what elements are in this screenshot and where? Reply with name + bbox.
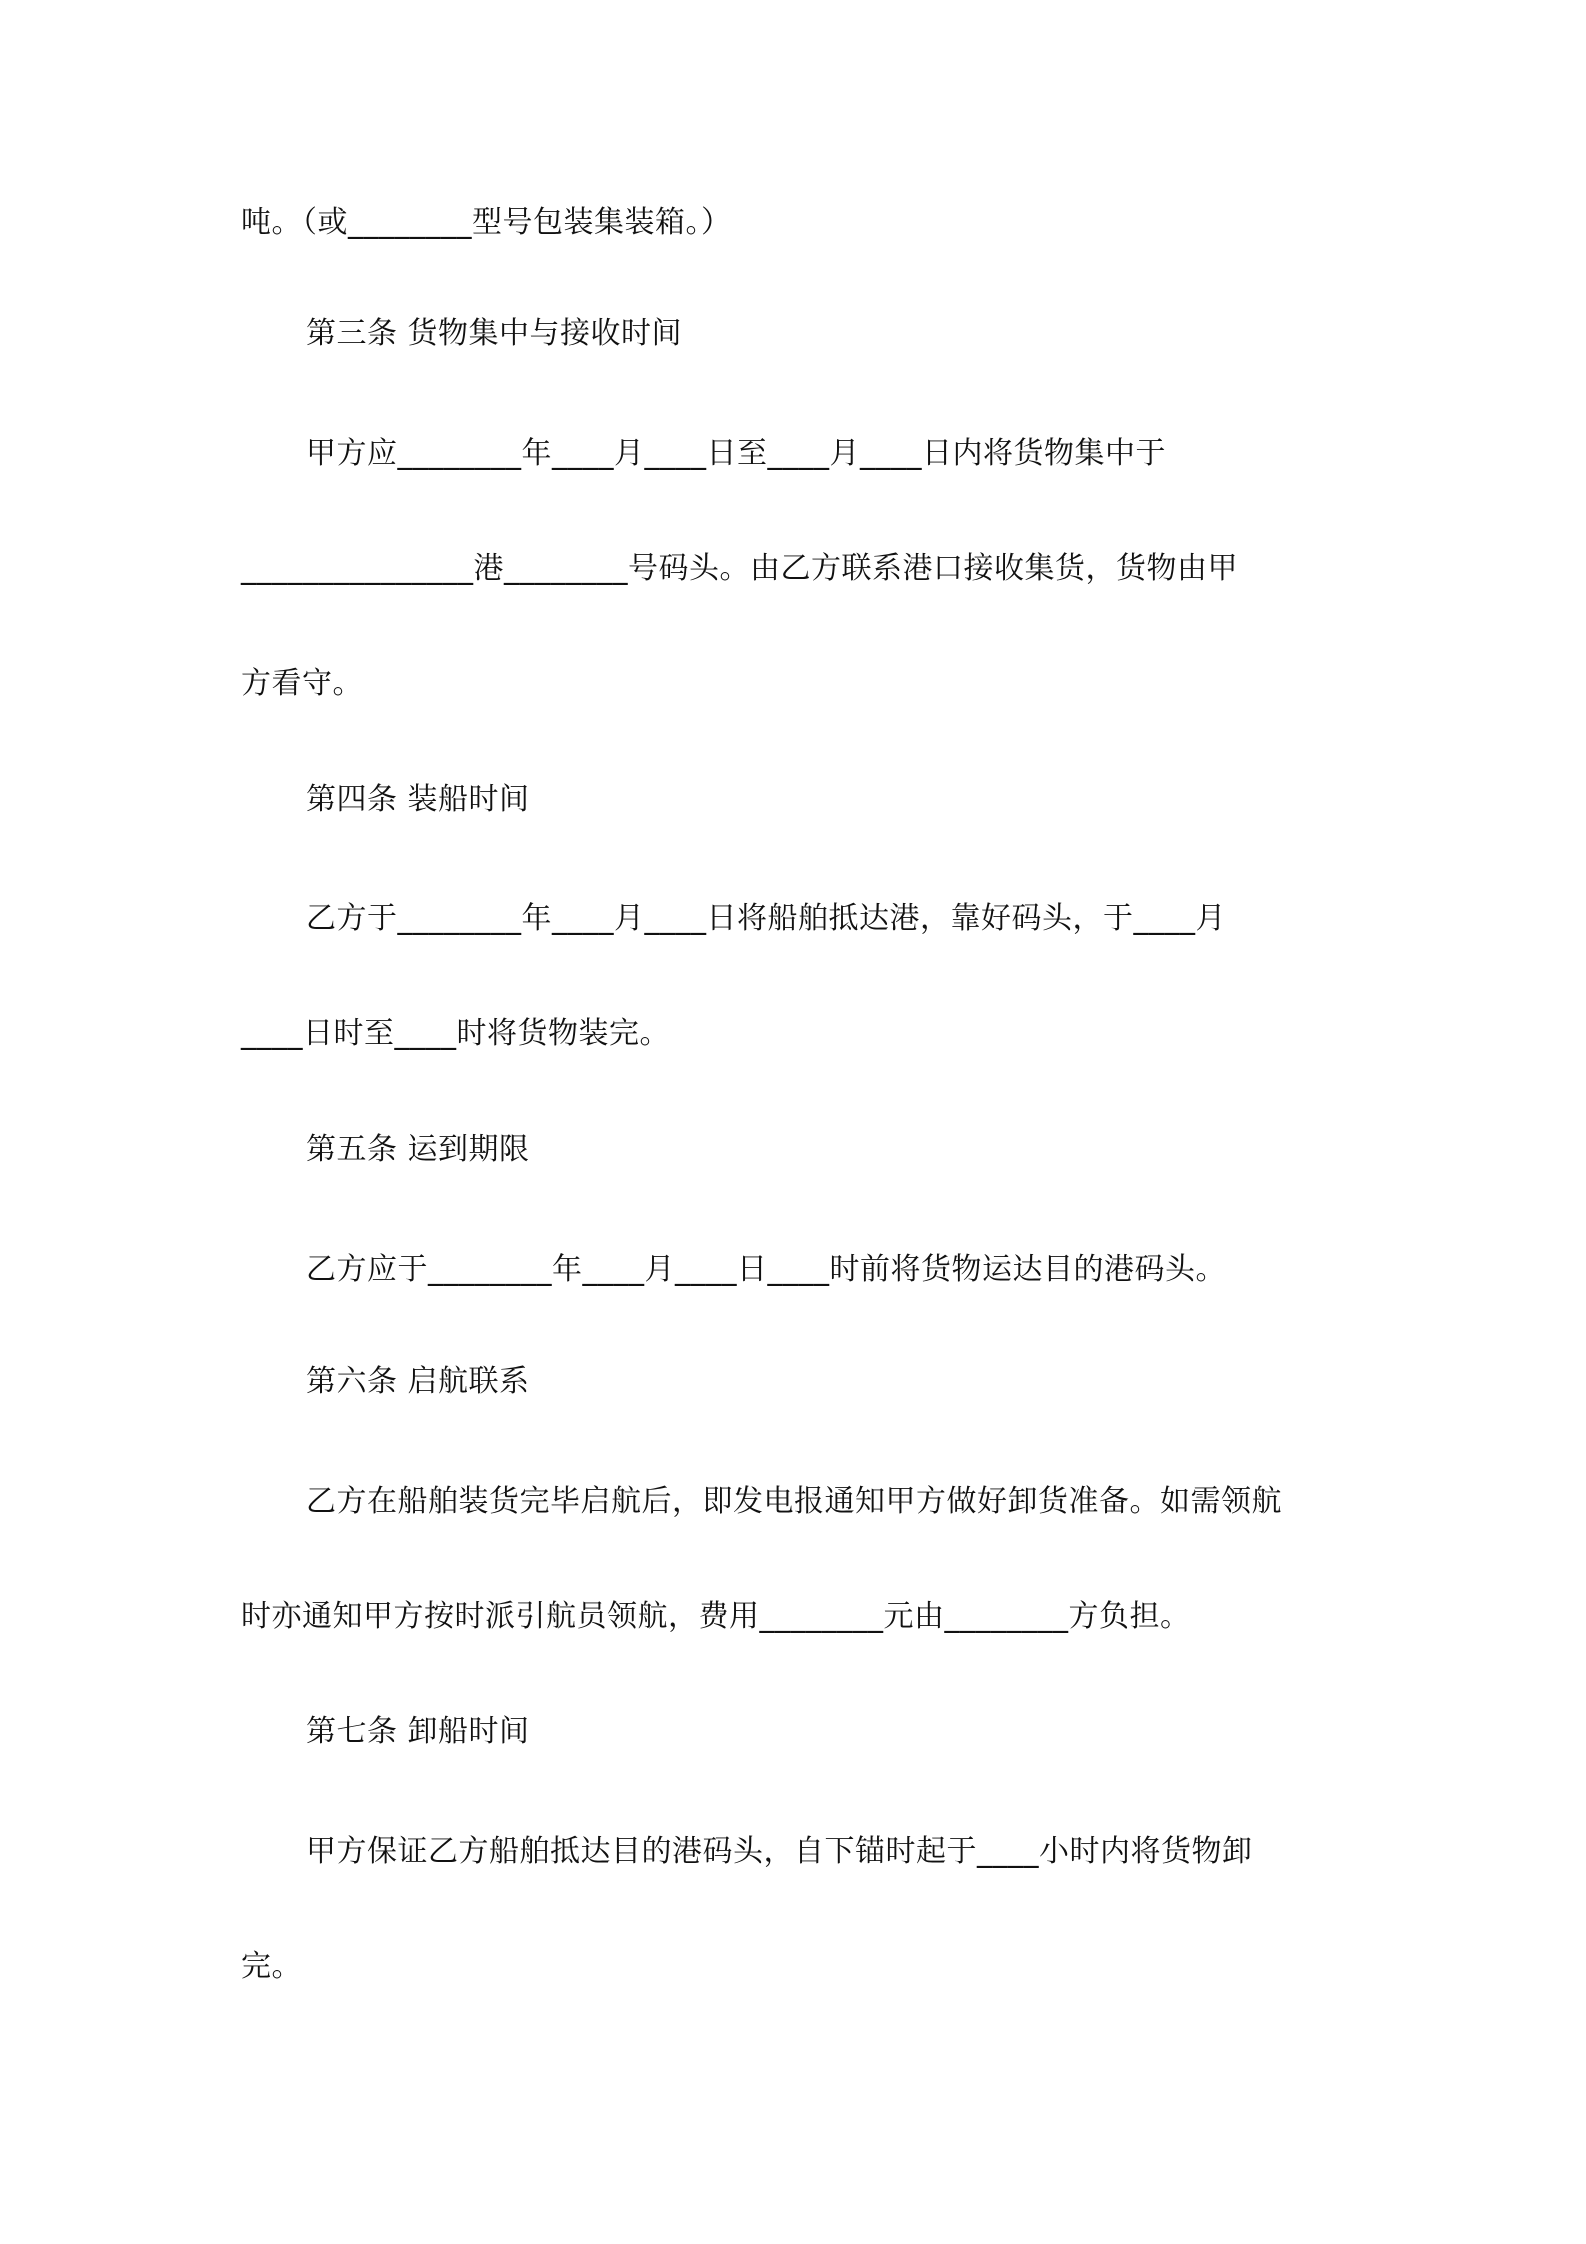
paragraph-line: 乙方于________年____月____日将船舶抵达港，靠好码头，于____月 (306, 901, 1226, 936)
article-heading: 第三条 货物集中与接收时间 (306, 316, 683, 351)
paragraph-line: 甲方应________年____月____日至____月____日内将货物集中于 (306, 436, 1166, 471)
paragraph-line: 完。 (241, 1949, 302, 1984)
paragraph-line: 时亦通知甲方按时派引航员领航，费用________元由________方负担。 (241, 1599, 1191, 1634)
article-heading: 第六条 启航联系 (306, 1364, 530, 1399)
paragraph-line: 方看守。 (241, 666, 363, 701)
paragraph-line: 乙方在船舶装货完毕启航后，即发电报通知甲方做好卸货准备。如需领航 (306, 1484, 1282, 1519)
paragraph-line: 吨。（或________型号包装集装箱。） (241, 205, 732, 240)
paragraph-line: ____日时至____时将货物装完。 (241, 1016, 670, 1051)
paragraph-line: 甲方保证乙方船舶抵达目的港码头，自下锚时起于____小时内将货物卸 (306, 1834, 1253, 1869)
paragraph-line: _______________港________号码头。由乙方联系港口接收集货，货物由甲 (241, 551, 1238, 586)
article-heading: 第七条 卸船时间 (306, 1714, 530, 1749)
article-heading: 第四条 装船时间 (306, 782, 530, 817)
article-heading: 第五条 运到期限 (306, 1132, 530, 1167)
paragraph-line: 乙方应于________年____月____日____时前将货物运达目的港码头。 (306, 1252, 1226, 1287)
